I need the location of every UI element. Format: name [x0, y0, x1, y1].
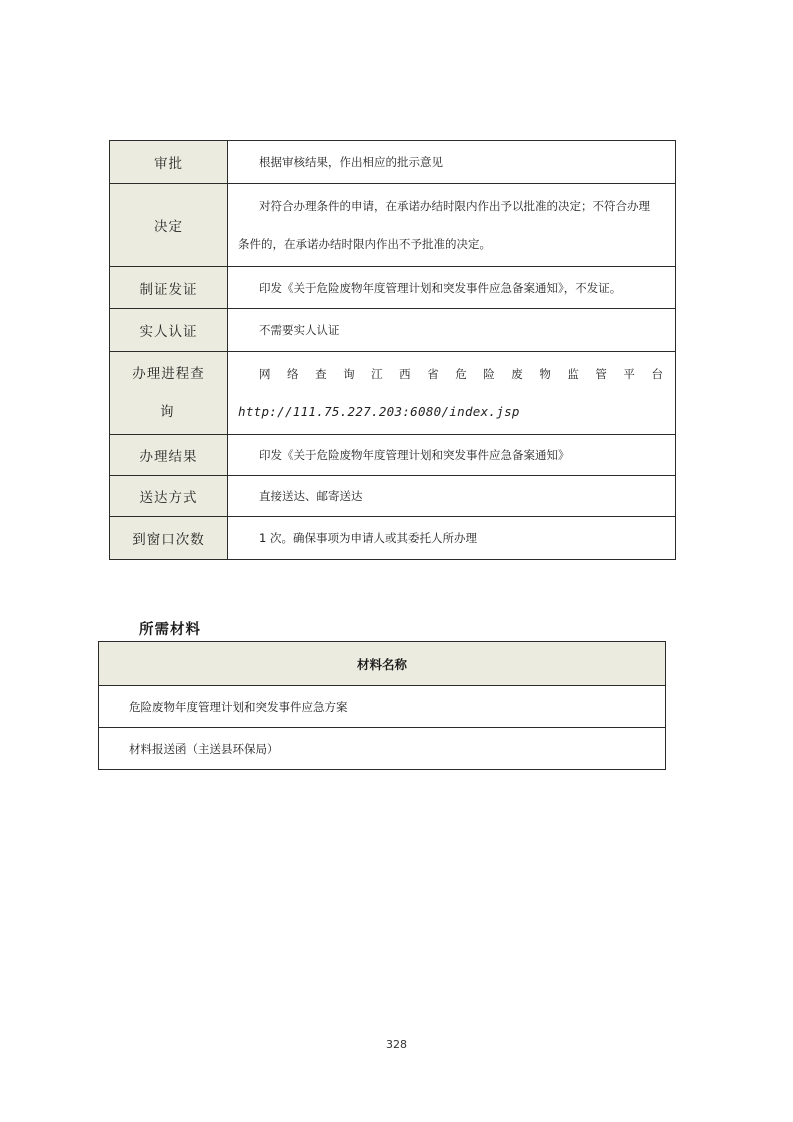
table-row — [110, 184, 676, 267]
materials-section-title: 所需材料 — [139, 622, 201, 638]
procedure-info-table — [109, 140, 676, 560]
table-row — [110, 267, 676, 309]
materials-header: 材料名称 — [99, 642, 666, 686]
table-row — [99, 728, 666, 770]
row-value-identity — [228, 309, 676, 352]
material-item: 危险废物年度管理计划和突发事件应急方案 — [99, 686, 666, 728]
material-item: 材料报送函（主送县环保局） — [99, 728, 666, 770]
char: 监 — [567, 367, 579, 381]
value-line-2: 条件的，在承诺办结时限内作出不予批准的决定。 — [238, 237, 491, 251]
row-value-progress-query — [228, 352, 676, 435]
char: 省 — [427, 367, 439, 381]
table-row — [110, 141, 676, 184]
char: 险 — [483, 367, 495, 381]
char: 台 — [651, 367, 663, 381]
table-row — [110, 476, 676, 517]
row-label-approval: 审批 — [110, 141, 228, 184]
table-row — [110, 309, 676, 352]
char: 询 — [343, 367, 355, 381]
row-label-certificate: 制证发证 — [110, 267, 228, 309]
char: 络 — [287, 367, 299, 381]
char: 物 — [539, 367, 551, 381]
page-number: 328 — [386, 1038, 407, 1051]
char: 查 — [315, 367, 327, 381]
char: 管 — [595, 367, 607, 381]
char: 江 — [371, 367, 383, 381]
table-header-row — [99, 642, 666, 686]
row-value-visits — [228, 517, 676, 560]
value-text: 根据审核结果，作出相应的批示意见 — [259, 155, 443, 169]
row-label-delivery: 送达方式 — [110, 476, 228, 517]
value-text: 不需要实人认证 — [259, 323, 340, 337]
row-value-certificate — [228, 267, 676, 309]
row-label-progress-query — [110, 352, 228, 435]
query-url-link[interactable]: http://111.75.227.203:6080/index.jsp — [238, 404, 520, 419]
row-value-delivery — [228, 476, 676, 517]
char: 废 — [511, 367, 523, 381]
table-row — [110, 517, 676, 560]
label-line-2: 询 — [160, 404, 175, 420]
row-value-approval — [228, 141, 676, 184]
row-value-result — [228, 435, 676, 476]
char: 危 — [455, 367, 467, 381]
value-text: 直接送达、邮寄送达 — [259, 489, 363, 503]
materials-table — [98, 641, 666, 770]
char: 平 — [623, 367, 635, 381]
row-value-decision — [228, 184, 676, 267]
row-label-visits: 到窗口次数 — [110, 517, 228, 560]
table-row — [110, 352, 676, 435]
table-row — [110, 435, 676, 476]
spread-text — [238, 355, 667, 393]
char: 西 — [399, 367, 411, 381]
char: 网 — [259, 367, 271, 381]
row-label-identity: 实人认证 — [110, 309, 228, 352]
label-line-1: 办理进程查 — [132, 366, 205, 382]
row-label-result: 办理结果 — [110, 435, 228, 476]
value-text: 印发《关于危险废物年度管理计划和突发事件应急备案通知》，不发证。 — [259, 280, 622, 295]
row-label-decision: 决定 — [110, 184, 228, 267]
value-line-1: 对符合办理条件的申请，在承诺办结时限内作出予以批准的决定；不符合办理 — [259, 199, 650, 213]
table-row — [99, 686, 666, 728]
value-text: 1 次。确保事项为申请人或其委托人所办理 — [259, 531, 477, 545]
value-text: 印发《关于危险废物年度管理计划和突发事件应急备案通知》 — [259, 448, 570, 462]
